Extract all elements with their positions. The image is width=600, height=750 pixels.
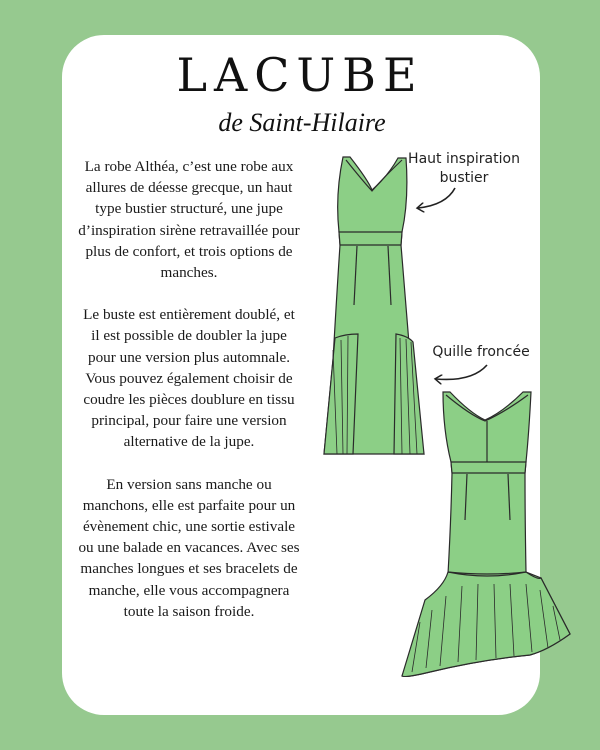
dress-back-illustration <box>402 392 570 677</box>
description-paragraph-3: En version sans manche ou manchons, elle est parfaite pour un évènement chic, une sortie estivale ou une balade en vacances. Avec ses manches longues et ses bracelets de manche, elle vous accompagnera toute la saison froide. <box>78 475 300 620</box>
annotation-bustier-line2: bustier <box>439 170 489 186</box>
description-paragraph-2: Le buste est entièrement doublé, et il est possible de doubler la jupe pour une version plus automnale. Vous pouvez également choisir de coudre les pièces doublure en tissu principal, pour faire une version alternative de la jupe. <box>83 306 295 451</box>
annotation-quille: Quille froncée <box>432 344 530 360</box>
dress-front-illustration <box>324 157 424 454</box>
arrow-bustier <box>418 188 455 208</box>
annotation-bustier-line1: Haut inspiration <box>408 151 520 167</box>
brand-tagline-text: de Saint-Hilaire <box>218 108 386 137</box>
dress-back-waistband <box>451 462 526 473</box>
description-paragraph-1: La robe Althéa, c’est une robe aux allures de déesse grecque, un haut type bustier structuré, une jupe d’inspiration sirène retravaillée pour plus de confort, et trois options de manches. <box>78 158 300 282</box>
dress-front-waistband <box>339 232 402 245</box>
arrow-quille <box>436 365 487 379</box>
brand-name: LACUBE <box>176 48 424 102</box>
